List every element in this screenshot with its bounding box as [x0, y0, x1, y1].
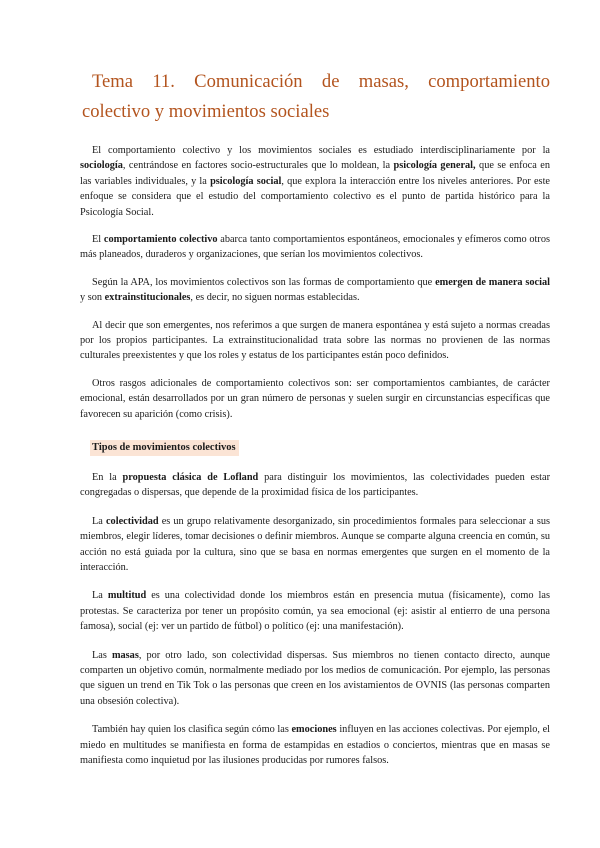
text-run: y son	[80, 292, 105, 304]
paragraph	[80, 275, 550, 306]
bold-term: masas	[111, 649, 139, 661]
bold-term: extrainstitucionales	[104, 292, 191, 304]
text-run: Según la APA, los movimientos colectivos son las formas de comportamiento que	[92, 276, 436, 288]
text-run: para distinguir los movimientos, las colectividades pueden estar congregadas o dispersas, que depende de la proximidad física de los participantes.	[80, 472, 550, 499]
text-run: También hay quien los clasifica según cómo las	[92, 724, 292, 736]
text-run: En la	[92, 472, 123, 483]
text-run: , que explora la interacción entre los niveles anteriores. Por este enfoque se considera que el estudio del comportamiento colectivo es el punto de partida histórico para la Psicología Social.	[80, 175, 550, 218]
paragraph	[80, 143, 550, 220]
text-run: Otros rasgos adicionales de comportamiento colectivos son: ser comportamientos cambiantes, de carácter emocional, están desarrollados por un gran número de personas y suelen surgir en circunstancias específicas que favorecen su aparición (como crisis).	[80, 377, 550, 420]
section-heading: Tipos de movimientos colectivos	[90, 440, 239, 456]
bold-term: psicología social	[210, 175, 282, 187]
bold-term: propuesta clásica de Lofland	[122, 472, 259, 483]
paragraph	[80, 588, 550, 634]
paragraph	[80, 232, 550, 263]
text-run: El	[92, 234, 104, 246]
text-run: La	[92, 515, 106, 527]
text-run: es una colectividad donde los miembros están en presencia mutua (físicamente), como las protestas. Se caracteriza por tener un propósito común, ya sea emocional (ej: asistir al entierro de una persona famosa), social (ej: ver un partido de fútbol) o político (ej: una manifestación).	[80, 590, 550, 633]
paragraph	[80, 514, 550, 576]
bold-term: psicología general,	[393, 160, 476, 172]
intro-section	[80, 143, 550, 422]
bold-term: emociones	[291, 724, 337, 736]
text-run: Las	[92, 649, 112, 661]
paragraph	[80, 318, 550, 364]
text-run: , es decir, no siguen normas establecidas.	[190, 292, 360, 304]
text-run: El comportamiento colectivo y los movimientos sociales es estudiado interdisciplinariamente por la	[92, 145, 550, 156]
paragraph	[80, 648, 550, 710]
paragraph	[80, 470, 550, 501]
text-run: , por otro lado, son colectividad dispersas. Sus miembros no tienen contacto directo, aunque comparten un objetivo común, normalmente mediado por los medios de comunicación. Por ejemplo, las personas que siguen un trend en Tik Tok o las personas que creen en los avistamientos de OVNIS (las personas comparten una obsesión colectiva).	[80, 649, 550, 707]
bold-term: comportamiento colectivo	[103, 234, 218, 246]
text-run: influyen en las acciones colectivas. Por ejemplo, el miedo en multitudes se manifiesta en forma de estampidas en estadios o conciertos, mientras que en masas se manifiesta como inquietud por las ilusiones producidas por rumores falsos.	[80, 724, 551, 767]
text-run: que se enfoca en las variables individuales, y la	[80, 160, 550, 187]
document-title	[82, 67, 550, 127]
bold-term: sociología	[80, 160, 123, 172]
text-run: es un grupo relativamente desorganizado, sin procedimientos formales para seleccionar a sus miembros, elegir líderes, tomar decisiones o definir miembros. Aunque se comparte alguna creencia en común, su acción no está guiada por la cultura, sino que se basa en normas emergentes que surgen en el momento de la interacción.	[80, 515, 551, 574]
paragraph	[80, 376, 550, 422]
text-run: Al decir que son emergentes, nos referimos a que surgen de manera espontánea y está sujeto a normas creadas por los propios participantes. La extrainstitucionalidad trata sobre las normas no provienen de las normas culturales preexistentes y que los roles y estatus de los participantes están poco definidos.	[80, 319, 550, 362]
paragraph	[80, 722, 550, 768]
types-section	[80, 470, 550, 769]
bold-term: multitud	[107, 590, 147, 602]
text-run: abarca tanto comportamientos espontáneos, emocionales y efímeros como otros más planeados, duraderos y organizaciones, que serían los movimientos colectivos.	[80, 234, 550, 261]
text-run: , centrándose en factores socio-estructurales que lo moldean, la	[122, 160, 394, 172]
bold-term: emergen de manera social	[435, 276, 550, 288]
title-line-2: colectivo y movimientos sociales	[82, 101, 330, 122]
text-run: La	[92, 590, 108, 602]
bold-term: colectividad	[105, 515, 159, 527]
title-line-1: Tema 11. Comunicación de masas, comportamiento	[92, 71, 550, 92]
